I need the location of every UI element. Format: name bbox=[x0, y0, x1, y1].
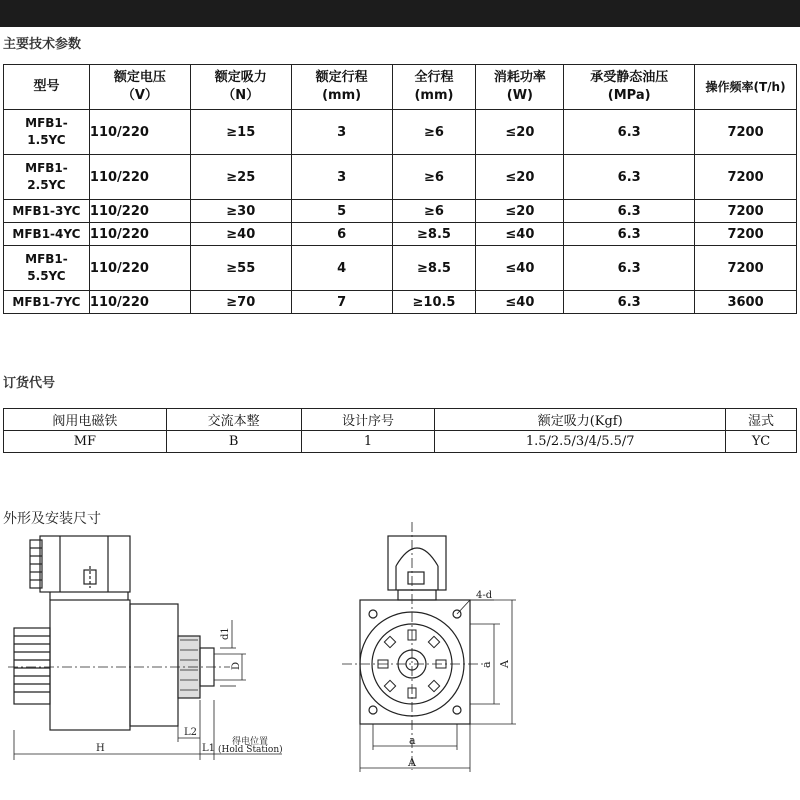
voltage-cell: 110/220 bbox=[89, 200, 190, 223]
header-label: 全行程 bbox=[414, 70, 454, 85]
force-cell: ≥40 bbox=[190, 223, 291, 246]
model-line: MFB1- bbox=[25, 252, 68, 266]
label-d1: d1 bbox=[220, 627, 231, 640]
table-row bbox=[4, 110, 797, 155]
header-label: 消耗功率 bbox=[493, 70, 546, 85]
force-cell: ≥55 bbox=[190, 246, 291, 291]
order-section-title: 订货代号 bbox=[3, 376, 56, 391]
full-stroke-cell: ≥8.5 bbox=[392, 246, 476, 291]
model-line: MFB1- bbox=[25, 116, 68, 130]
bolt-hole bbox=[453, 706, 461, 714]
pressure-cell: 6.3 bbox=[564, 291, 695, 314]
header-label: 额定行程 bbox=[315, 70, 368, 85]
bolt-hole bbox=[369, 610, 377, 618]
label-L2: L2 bbox=[184, 727, 198, 738]
voltage-cell: 110/220 bbox=[89, 110, 190, 155]
model-cell bbox=[4, 155, 90, 200]
power-cell: ≤40 bbox=[476, 291, 564, 314]
header-label: 额定电压 bbox=[113, 70, 166, 85]
full-stroke-cell: ≥6 bbox=[392, 110, 476, 155]
order-header-cell: 阀用电磁铁 bbox=[4, 409, 167, 431]
stroke-cell: 5 bbox=[291, 200, 392, 223]
table-row bbox=[4, 246, 797, 291]
order-value-cell: 1.5/2.5/3/4/5.5/7 bbox=[435, 431, 726, 453]
full-stroke-cell: ≥6 bbox=[392, 155, 476, 200]
specs-header-row bbox=[4, 65, 797, 110]
header-unit: （N） bbox=[222, 88, 260, 103]
table-row bbox=[4, 200, 797, 223]
model-line: MFB1- bbox=[25, 161, 68, 175]
specs-section-title: 主要技术参数 bbox=[3, 37, 82, 52]
pressure-cell: 6.3 bbox=[564, 155, 695, 200]
stroke-cell: 3 bbox=[291, 155, 392, 200]
power-cell: ≤20 bbox=[476, 110, 564, 155]
header-label: 额定吸力 bbox=[214, 70, 267, 85]
table-row bbox=[4, 291, 797, 314]
frequency-cell: 7200 bbox=[695, 246, 797, 291]
front-square-flange bbox=[360, 600, 470, 724]
specs-header-cell bbox=[564, 65, 695, 110]
full-stroke-cell: ≥8.5 bbox=[392, 223, 476, 246]
order-header-row bbox=[4, 409, 797, 431]
force-cell: ≥70 bbox=[190, 291, 291, 314]
frequency-cell: 3600 bbox=[695, 291, 797, 314]
order-header-cell: 湿式 bbox=[726, 409, 797, 431]
frequency-cell: 7200 bbox=[695, 110, 797, 155]
label-A-horizontal: A bbox=[408, 756, 416, 769]
order-value-cell: B bbox=[166, 431, 301, 453]
side-view bbox=[8, 536, 282, 760]
label-hold-en: (Hold Station) bbox=[218, 745, 283, 755]
model-line: 2.5YC bbox=[27, 178, 66, 192]
full-stroke-cell: ≥10.5 bbox=[392, 291, 476, 314]
voltage-cell: 110/220 bbox=[89, 155, 190, 200]
model-line: 1.5YC bbox=[27, 133, 66, 147]
header-unit: (mm) bbox=[414, 88, 454, 103]
full-stroke-cell: ≥6 bbox=[392, 200, 476, 223]
model-cell: MFB1-4YC bbox=[4, 223, 90, 246]
header-label: 操作频率(T/h) bbox=[705, 80, 786, 94]
label-L1: L1 bbox=[202, 743, 216, 754]
specs-header-cell bbox=[190, 65, 291, 110]
force-cell: ≥25 bbox=[190, 155, 291, 200]
label-a-vertical: a bbox=[480, 661, 493, 668]
header-label: 承受静态油压 bbox=[590, 70, 669, 85]
model-cell: MFB1-3YC bbox=[4, 200, 90, 223]
pressure-cell: 6.3 bbox=[564, 110, 695, 155]
label-4d: 4-d bbox=[476, 590, 493, 601]
force-cell: ≥30 bbox=[190, 200, 291, 223]
header-unit: (W) bbox=[506, 88, 533, 103]
stroke-cell: 4 bbox=[291, 246, 392, 291]
model-line: 5.5YC bbox=[27, 269, 66, 283]
pressure-cell: 6.3 bbox=[564, 246, 695, 291]
specs-header-cell bbox=[392, 65, 476, 110]
pressure-cell: 6.3 bbox=[564, 223, 695, 246]
frequency-cell: 7200 bbox=[695, 155, 797, 200]
model-cell bbox=[4, 110, 90, 155]
specs-header-cell bbox=[291, 65, 392, 110]
dims-section-title: 外形及安装尺寸 bbox=[3, 511, 101, 527]
specs-header-cell bbox=[695, 65, 797, 110]
specs-header-cell bbox=[4, 65, 90, 110]
coil-body bbox=[50, 600, 130, 730]
pressure-cell: 6.3 bbox=[564, 200, 695, 223]
dimension-drawing bbox=[0, 520, 800, 800]
table-row bbox=[4, 223, 797, 246]
force-cell: ≥15 bbox=[190, 110, 291, 155]
specs-header-cell bbox=[476, 65, 564, 110]
voltage-cell: 110/220 bbox=[89, 246, 190, 291]
bolt-hole bbox=[369, 706, 377, 714]
order-value-cell: MF bbox=[4, 431, 167, 453]
top-bar bbox=[0, 0, 800, 27]
specs-header-cell bbox=[89, 65, 190, 110]
order-code-table bbox=[3, 408, 797, 453]
label-a-horizontal: a bbox=[409, 734, 416, 747]
table-row bbox=[4, 155, 797, 200]
stroke-cell: 7 bbox=[291, 291, 392, 314]
label-D: D bbox=[231, 661, 242, 670]
mounting-flange bbox=[130, 604, 178, 726]
order-value-row bbox=[4, 431, 797, 453]
model-cell bbox=[4, 246, 90, 291]
order-header-cell: 设计序号 bbox=[301, 409, 435, 431]
stroke-cell: 6 bbox=[291, 223, 392, 246]
power-cell: ≤40 bbox=[476, 223, 564, 246]
order-header-cell: 交流本整 bbox=[166, 409, 301, 431]
specs-table bbox=[3, 64, 797, 314]
outer-ring bbox=[360, 612, 464, 716]
frequency-cell: 7200 bbox=[695, 223, 797, 246]
label-H: H bbox=[96, 743, 105, 754]
header-unit: (mm) bbox=[322, 88, 362, 103]
front-view bbox=[342, 522, 516, 772]
label-A-vertical: A bbox=[498, 660, 511, 668]
order-value-cell: YC bbox=[726, 431, 797, 453]
frequency-cell: 7200 bbox=[695, 200, 797, 223]
power-cell: ≤20 bbox=[476, 200, 564, 223]
header-label: 型号 bbox=[33, 79, 60, 94]
label-hold-cn: 得电位置 bbox=[232, 737, 269, 747]
power-cell: ≤20 bbox=[476, 155, 564, 200]
order-header-cell: 额定吸力(Kgf) bbox=[435, 409, 726, 431]
model-cell: MFB1-7YC bbox=[4, 291, 90, 314]
header-unit: (MPa) bbox=[607, 88, 651, 103]
front-connector bbox=[388, 536, 446, 590]
stroke-cell: 3 bbox=[291, 110, 392, 155]
order-value-cell: 1 bbox=[301, 431, 435, 453]
voltage-cell: 110/220 bbox=[89, 291, 190, 314]
voltage-cell: 110/220 bbox=[89, 223, 190, 246]
header-unit: （V） bbox=[121, 88, 158, 103]
power-cell: ≤40 bbox=[476, 246, 564, 291]
